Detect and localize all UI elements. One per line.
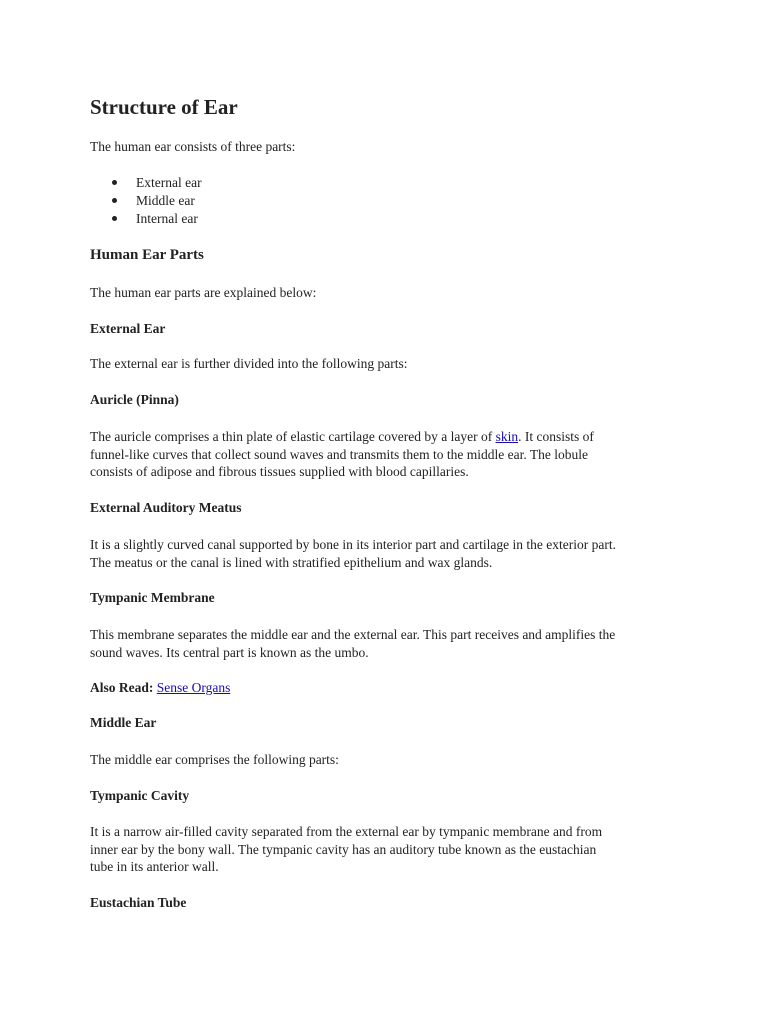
tympanic-membrane-paragraph-line-1: This membrane separates the middle ear and the external ear. This part receives and amplifies the [90,627,616,642]
heading-middle-ear: Middle Ear [90,715,157,730]
section-heading-human-ear-parts: Human Ear Parts [90,247,204,263]
bullet-icon [112,198,117,203]
tympanic-cavity-paragraph-line-2: inner ear by the bony wall. The tympanic cavity has an auditory tube known as the eustachian [90,842,597,857]
tympanic-cavity-paragraph-line-1: It is a narrow air-filled cavity separated from the external ear by tympanic membrane and from [90,824,603,839]
heading-eustachian-tube: Eustachian Tube [90,895,187,910]
bullet-icon [112,180,117,185]
tympanic-cavity-paragraph-line-3: tube in its anterior wall. [90,859,219,874]
external-ear-paragraph: The external ear is further divided into the following parts: [90,356,408,371]
heading-external-ear: External Ear [90,321,166,336]
also-read-line [90,679,230,697]
section-intro-paragraph: The human ear parts are explained below: [90,285,317,300]
page-title: Structure of Ear [90,95,238,119]
auricle-paragraph-line-2: funnel-like curves that collect sound waves and transmits them to the middle ear. The lobule [90,447,588,462]
meatus-paragraph-line-1: It is a slightly curved canal supported by bone in its interior part and cartilage in the exterior part. [90,537,616,552]
bullet-icon [112,216,117,221]
auricle-paragraph-line-3: consists of adipose and fibrous tissues supplied with blood capillaries. [90,464,469,479]
intro-paragraph: The human ear consists of three parts: [90,139,296,154]
heading-tympanic-cavity: Tympanic Cavity [90,788,190,803]
middle-ear-paragraph: The middle ear comprises the following parts: [90,752,339,767]
skin-link[interactable]: skin [495,429,519,444]
heading-auricle: Auricle (Pinna) [90,392,179,407]
also-read-label: Also Read: [90,680,154,695]
tympanic-membrane-paragraph-line-2: sound waves. Its central part is known as the umbo. [90,645,369,660]
heading-external-auditory-meatus: External Auditory Meatus [90,500,242,515]
auricle-paragraph-line-1: The auricle comprises a thin plate of elastic cartilage covered by a layer of skin. It consists of [90,429,594,444]
heading-tympanic-membrane: Tympanic Membrane [90,590,215,605]
meatus-paragraph-line-2: The meatus or the canal is lined with stratified epithelium and wax glands. [90,555,493,570]
sense-organs-link[interactable]: Sense Organs [156,680,231,695]
